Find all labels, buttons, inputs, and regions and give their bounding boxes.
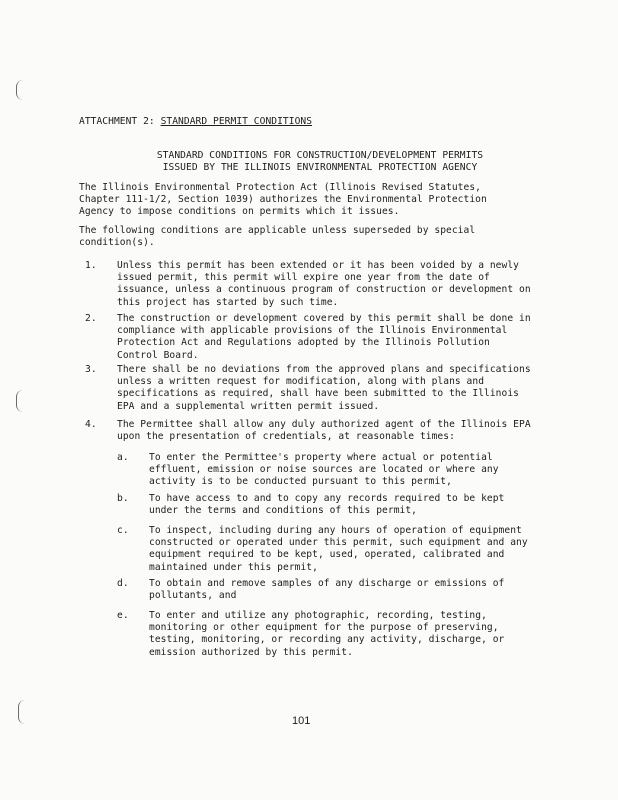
attachment-prefix: ATTACHMENT 2: [79, 116, 155, 127]
condition-number: 1. [85, 260, 97, 271]
subitem-letter: c. [117, 525, 129, 536]
subitem-text: To enter the Permittee's property where actual or potential effluent, emission or noise sources are located or where any activity is to be conducted pursuant to this permit, [149, 452, 499, 488]
subitem-text: To inspect, including during any hours of operation of equipment constructed or operated under this permit, such equipment and any equipment required to be kept, used, operated, calibrated and maintained under this permit, [149, 525, 528, 573]
subitem-text: To have access to and to copy any records required to be kept under the terms and conditions of this permit, [149, 493, 505, 517]
condition-number: 4. [85, 419, 97, 430]
subitem-letter: d. [117, 578, 129, 589]
subitem-letter: e. [117, 610, 129, 621]
document-heading [140, 150, 500, 174]
attachment-title: STANDARD PERMIT CONDITIONS [160, 116, 313, 127]
punch-hole-mark-bottom [18, 700, 25, 724]
punch-hole-mark-top [16, 80, 23, 100]
condition-text: There shall be no deviations from the approved plans and specifications unless a written request for modification, along with plans and specifications as required, shall have been submitted to the Illinois EPA and a supplemental written permit issued. [117, 364, 531, 412]
applicable-paragraph: The following conditions are applicable unless superseded by special condition(s). [79, 225, 476, 249]
subitem-text: To enter and utilize any photographic, recording, testing, monitoring or other equipment for the purpose of preserving, testing, monitoring, or recording any activity, discharge, or emission authorized by this permit. [149, 610, 505, 658]
condition-text: Unless this permit has been extended or it has been voided by a newly issued permit, this permit will expire one year from the date of issuance, unless a continuous program of construction or development on this project has started by such time. [117, 260, 531, 308]
attachment-label [79, 116, 312, 128]
subitem-text: To obtain and remove samples of any discharge or emissions of pollutants, and [149, 578, 505, 602]
page-number: 101 [292, 715, 311, 727]
condition-number: 2. [85, 313, 97, 324]
punch-hole-mark-middle [16, 390, 23, 412]
subitem-letter: b. [117, 493, 129, 504]
subitem-letter: a. [117, 452, 129, 463]
heading-line-1: STANDARD CONDITIONS FOR CONSTRUCTION/DEVELOPMENT PERMITS [156, 150, 484, 161]
heading-line-2: ISSUED BY THE ILLINOIS ENVIRONMENTAL PROTECTION AGENCY [162, 162, 478, 174]
condition-number: 3. [85, 364, 97, 375]
condition-text: The construction or development covered by this permit shall be done in compliance with applicable provisions of the Illinois Environmental Protection Act and Regulations adopted by the Illinois Pollution Control Board. [117, 313, 531, 361]
condition-text: The Permittee shall allow any duly authorized agent of the Illinois EPA upon the presentation of credentials, at reasonable times: [117, 419, 531, 443]
intro-paragraph: The Illinois Environmental Protection Act (Illinois Revised Statutes, Chapter 111-1/2, Section 1039) authorizes the Environmental Protection Agency to impose conditions on permits which it issues. [79, 182, 487, 218]
